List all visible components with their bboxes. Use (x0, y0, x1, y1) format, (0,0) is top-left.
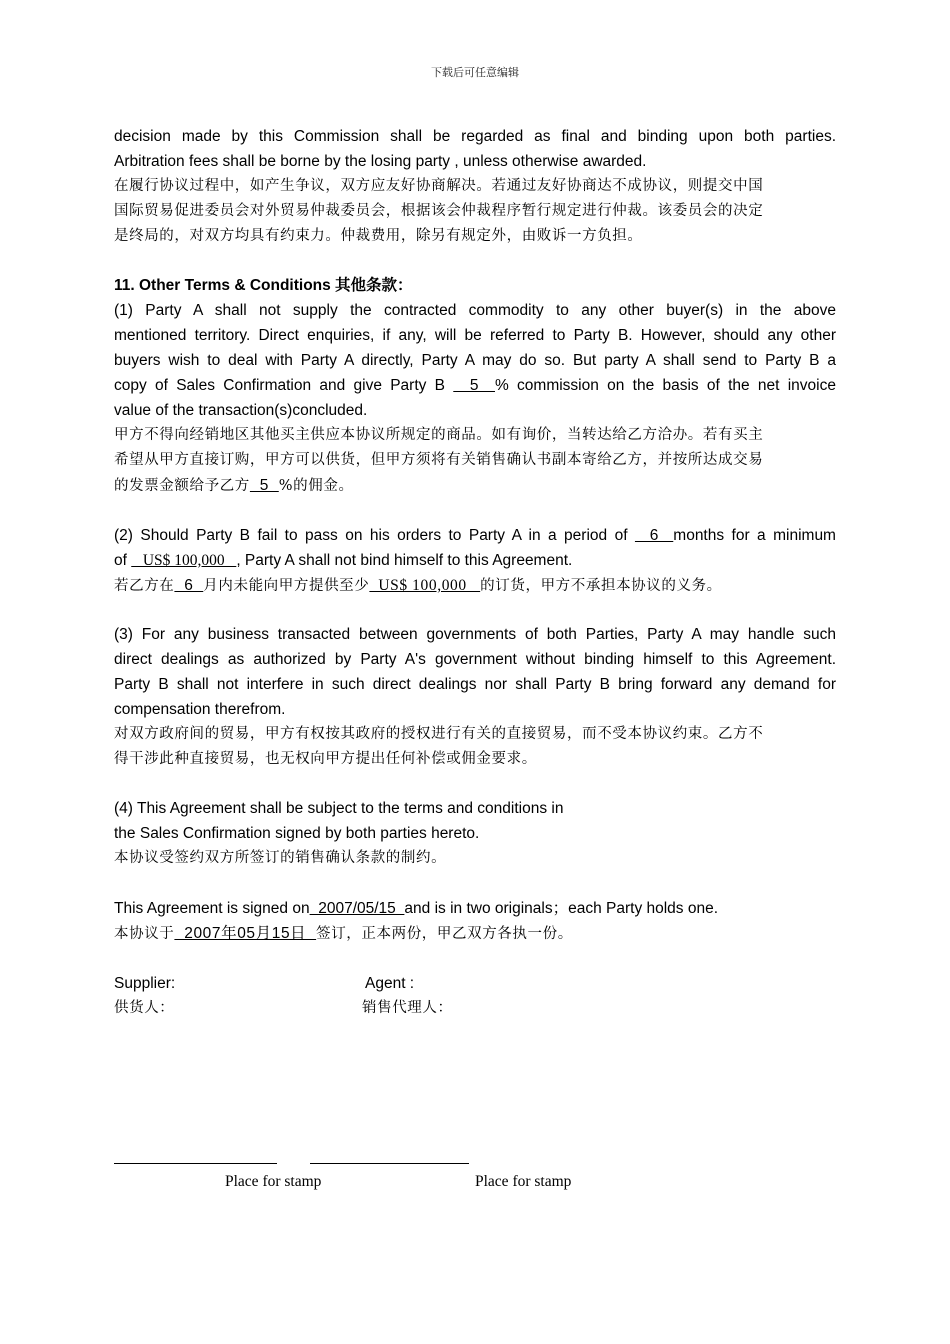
clause-1-line-4-prefix: copy of Sales Confirmation and give Party B (114, 377, 454, 394)
clause-2-line-1-suffix: months for a minimum (673, 527, 836, 544)
clause-1-line-5: value of the transaction(s)concluded. (114, 402, 368, 419)
clause-3-line-4: compensation therefrom. (114, 701, 286, 718)
signing-statement-prefix: This Agreement is signed on (114, 900, 310, 917)
clause-1-zh-line-2: 希望从甲方直接订购，甲方可以供货，但甲方须将有关销售确认书副本寄给乙方，并按所达成交易 (114, 452, 764, 468)
supplier-label-zh: 供货人： (114, 1000, 175, 1016)
clause-1-zh-prefix: 的发票金额给予乙方 (114, 478, 250, 494)
clause-1-line-3: buyers wish to deal with Party A directly, Party A may do so. But party A shall send to Party B a (114, 352, 836, 369)
commission-rate-zh-value: 5 (249, 477, 279, 494)
clause-2-line-1-prefix: (2) Should Party B fail to pass on his orders to Party A in a period of (114, 527, 635, 544)
clause-1-zh-line-3 (114, 473, 836, 498)
agent-signature-line (310, 1163, 469, 1164)
signing-statement-suffix: and is in two originals；each Party holds one. (404, 900, 719, 917)
minimum-amount-value: US$ 100,000 (131, 552, 237, 569)
agent-stamp-label: Place for stamp (475, 1173, 572, 1190)
arbitration-text-zh-line-3: 是终局的，对双方均具有约束力。仲裁费用，除另有规定外，由败诉一方负担。 (114, 228, 643, 244)
clause-2-zh-prefix: 若乙方在 (114, 578, 175, 594)
arbitration-text-zh-line-2: 国际贸易促进委员会对外贸易仲裁委员会，根据该会仲裁程序暂行规定进行仲裁。该委员会的决定 (114, 203, 764, 219)
signing-date-value: 2007/05/15 (309, 900, 405, 917)
period-months-zh-value: 6 (174, 577, 204, 594)
period-months-value: 6 (634, 527, 674, 544)
clause-2-zh-line (114, 573, 836, 598)
supplier-stamp-label: Place for stamp (225, 1173, 322, 1190)
arbitration-text-zh-line-1: 在履行协议过程中，如产生争议，双方应友好协商解决。若通过友好协商达不成协议，则提交中国 (114, 178, 764, 194)
agent-label-zh: 销售代理人： (362, 1000, 453, 1016)
clause-2-line-2-suffix: , Party A shall not bind himself to this Agreement. (236, 552, 573, 569)
clause-1-line-2: mentioned territory. Direct enquiries, if any, will be referred to Party B. However, should any other (114, 327, 836, 344)
supplier-label: Supplier: (114, 975, 176, 992)
clause-3-zh-line-1: 对双方政府间的贸易，甲方有权按其政府的授权进行有关的直接贸易，而不受本协议约束。乙方不 (114, 726, 764, 742)
clause-1-line-1: (1) Party A shall not supply the contracted commodity to any other buyer(s) in the above (114, 302, 836, 319)
clause-3-line-1: (3) For any business transacted between governments of both Parties, Party A may handle such (114, 626, 836, 643)
signing-statement-zh-prefix: 本协议于 (114, 926, 175, 942)
clause-1-line-4 (114, 373, 836, 398)
clause-3-line-2: direct dealings as authorized by Party A's government without binding himself to this Agreement. (114, 651, 836, 668)
clause-4-line-2: the Sales Confirmation signed by both parties hereto. (114, 825, 480, 842)
clause-3-line-3: Party B shall not interfere in such direct dealings nor shall Party B bring forward any demand for (114, 676, 836, 693)
page-header: 下载后可任意编辑 (431, 66, 519, 79)
clause-1-zh-suffix: %的佣金。 (278, 478, 354, 494)
arbitration-text-line-2: Arbitration fees shall be borne by the losing party , unless otherwise awarded. (114, 153, 647, 170)
clause-4-zh-line: 本协议受签约双方所签订的销售确认条款的制约。 (114, 850, 447, 866)
clause-2-line-2-prefix: of (114, 552, 132, 569)
supplier-signature-line (114, 1163, 277, 1164)
arbitration-text-line-1: decision made by this Commission shall be regarded as final and binding upon both parties. (114, 128, 836, 145)
minimum-amount-zh-value: US$ 100,000 (369, 577, 481, 594)
clause-3-zh-line-2: 得干涉此种直接贸易，也无权向甲方提出任何补偿或佣金要求。 (114, 751, 537, 767)
signing-date-zh-value: 2007年05月15日 (174, 925, 317, 942)
agent-label: Agent : (365, 975, 415, 992)
clause-2-line-1 (114, 523, 836, 548)
signing-statement-zh (114, 921, 836, 946)
clause-2-zh-suffix: 的订货，甲方不承担本协议的义务。 (480, 578, 722, 594)
commission-rate-value: 5 (453, 377, 495, 394)
clause-1-zh-line-1: 甲方不得向经销地区其他买主供应本协议所规定的商品。如有询价，当转达给乙方洽办。若有买主 (114, 427, 764, 443)
clause-2-zh-middle: 月内未能向甲方提供至少 (203, 578, 370, 594)
clause-2-line-2 (114, 548, 836, 573)
section-11-title: 11. Other Terms & Conditions 其他条款： (114, 277, 413, 294)
signing-statement-zh-suffix: 签订，正本两份，甲乙双方各执一份。 (316, 926, 573, 942)
signing-statement (114, 896, 836, 921)
clause-4-line-1: (4) This Agreement shall be subject to the terms and conditions in (114, 800, 564, 817)
clause-1-line-4-suffix: % commission on the basis of the net invoice (494, 377, 836, 394)
